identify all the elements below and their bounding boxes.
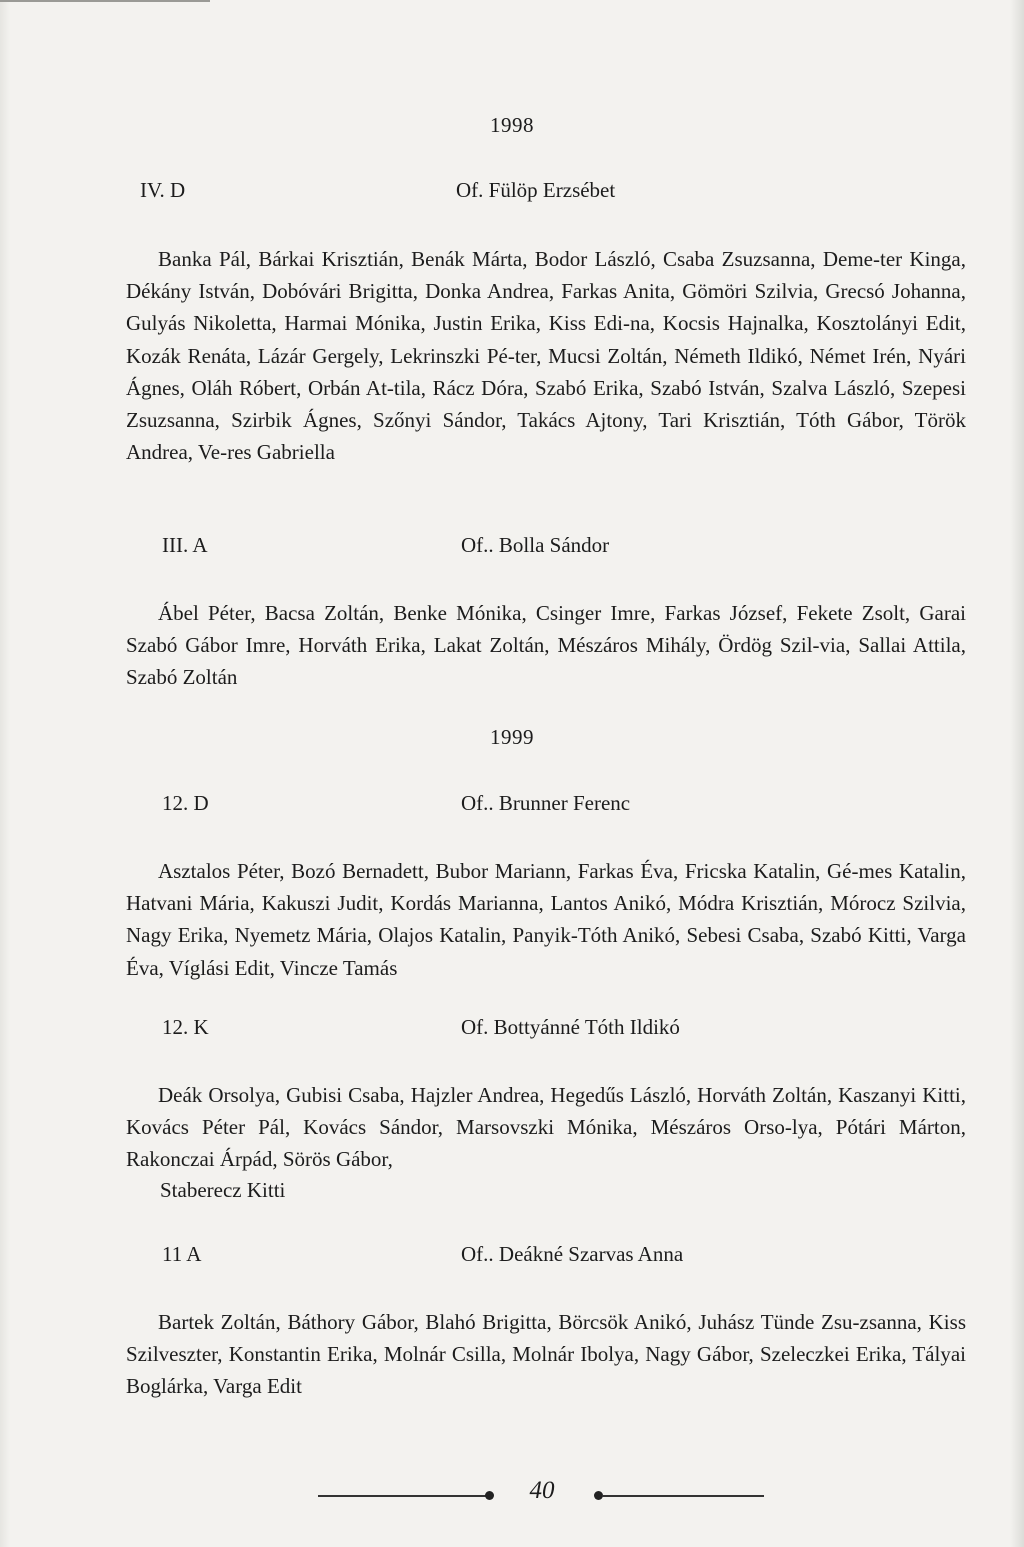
class-header [126, 1015, 986, 1043]
footer-rule-right [602, 1495, 764, 1497]
class-name: 11 A [162, 1242, 202, 1266]
class-teacher: Of.. Brunner Ferenc [461, 791, 631, 815]
class-name: IV. D [140, 178, 186, 202]
page-footer [0, 1475, 1024, 1515]
year-heading-1998: 1998 [490, 113, 534, 137]
class-teacher: Of. Bottyánné Tóth Ildikó [461, 1015, 680, 1039]
class-header [126, 533, 986, 561]
class-name: III. A [162, 533, 208, 557]
student-list: Ábel Péter, Bacsa Zoltán, Benke Mónika, Csinger Imre, Farkas József, Fekete Zsolt, Garai Szabó Gábor Imre, Horváth Erika, Lakat Zoltán, Mészáros Mihály, Ördög Szil-via, Sallai Attila, Szabó Zoltán [126, 601, 966, 690]
class-teacher: Of.. Bolla Sándor [461, 533, 610, 557]
student-list: Deák Orsolya, Gubisi Csaba, Hajzler Andrea, Hegedűs László, Horváth Zoltán, Kaszanyi Kitti, Kovács Péter Pál, Kovács Sándor, Marsovszki Mónika, Mészáros Orso-lya, Pótári Márton, Rakonczai Árpád, Sörös Gábor, [126, 1083, 966, 1172]
student-list: Asztalos Péter, Bozó Bernadett, Bubor Mariann, Farkas Éva, Fricska Katalin, Gé-mes Katalin, Hatvani Mária, Kakuszi Judit, Kordás Marianna, Lantos Anikó, Módra Krisztián, Mórocz Szilvia, Nagy Erika, Nyemetz Mária, Olajos Katalin, Panyik-Tóth Anikó, Sebesi Csaba, Szabó Kitti, Varga Éva, Víglási Edit, Vincze Tamás [126, 859, 966, 980]
class-name: 12. K [162, 1015, 209, 1039]
student-list: Bartek Zoltán, Báthory Gábor, Blahó Brigitta, Börcsök Anikó, Juhász Tünde Zsu-zsanna, Kiss Szilveszter, Konstantin Erika, Molnár Csilla, Molnár Ibolya, Nagy Gábor, Szeleczkei Erika, Tályai Boglárka, Varga Edit [126, 1310, 966, 1399]
page-edge-shadow-left [0, 0, 10, 1547]
student-list-extra: Staberecz Kitti [160, 1178, 286, 1202]
class-teacher: Of.. Deákné Szarvas Anna [461, 1242, 684, 1266]
footer-rule-left [318, 1495, 486, 1497]
class-header [126, 791, 986, 819]
top-rule [0, 0, 210, 2]
year-heading-1999: 1999 [490, 725, 534, 749]
class-teacher: Of. Fülöp Erzsébet [456, 178, 616, 202]
class-header [126, 178, 986, 206]
page-edge-shadow-right [1010, 0, 1024, 1547]
page-number: 40 [529, 1477, 555, 1504]
footer-dot-left [485, 1491, 494, 1500]
class-header [126, 1242, 986, 1270]
student-list: Banka Pál, Bárkai Krisztián, Benák Márta, Bodor László, Csaba Zsuzsanna, Deme-ter Kinga, Dékány István, Dobóvári Brigitta, Donka Andrea, Farkas Anita, Gömöri Szilvia, Grecsó Johanna, Gulyás Nikoletta, Harmai Mónika, Justin Erika, Kiss Edi-na, Kocsis Hajnalka, Kosztolányi Edit, Kozák Renáta, Lázár Gergely, Lekrinszki Pé-ter, Mucsi Zoltán, Németh Ildikó, Német Irén, Nyári Ágnes, Oláh Róbert, Orbán At-tila, Rácz Dóra, Szabó Erika, Szabó István, Szalva László, Szepesi Zsuzsanna, Szirbik Ágnes, Szőnyi Sándor, Takács Ajtony, Tari Krisztián, Tóth Gábor, Török Andrea, Ve-res Gabriella [126, 247, 966, 465]
class-name: 12. D [162, 791, 209, 815]
